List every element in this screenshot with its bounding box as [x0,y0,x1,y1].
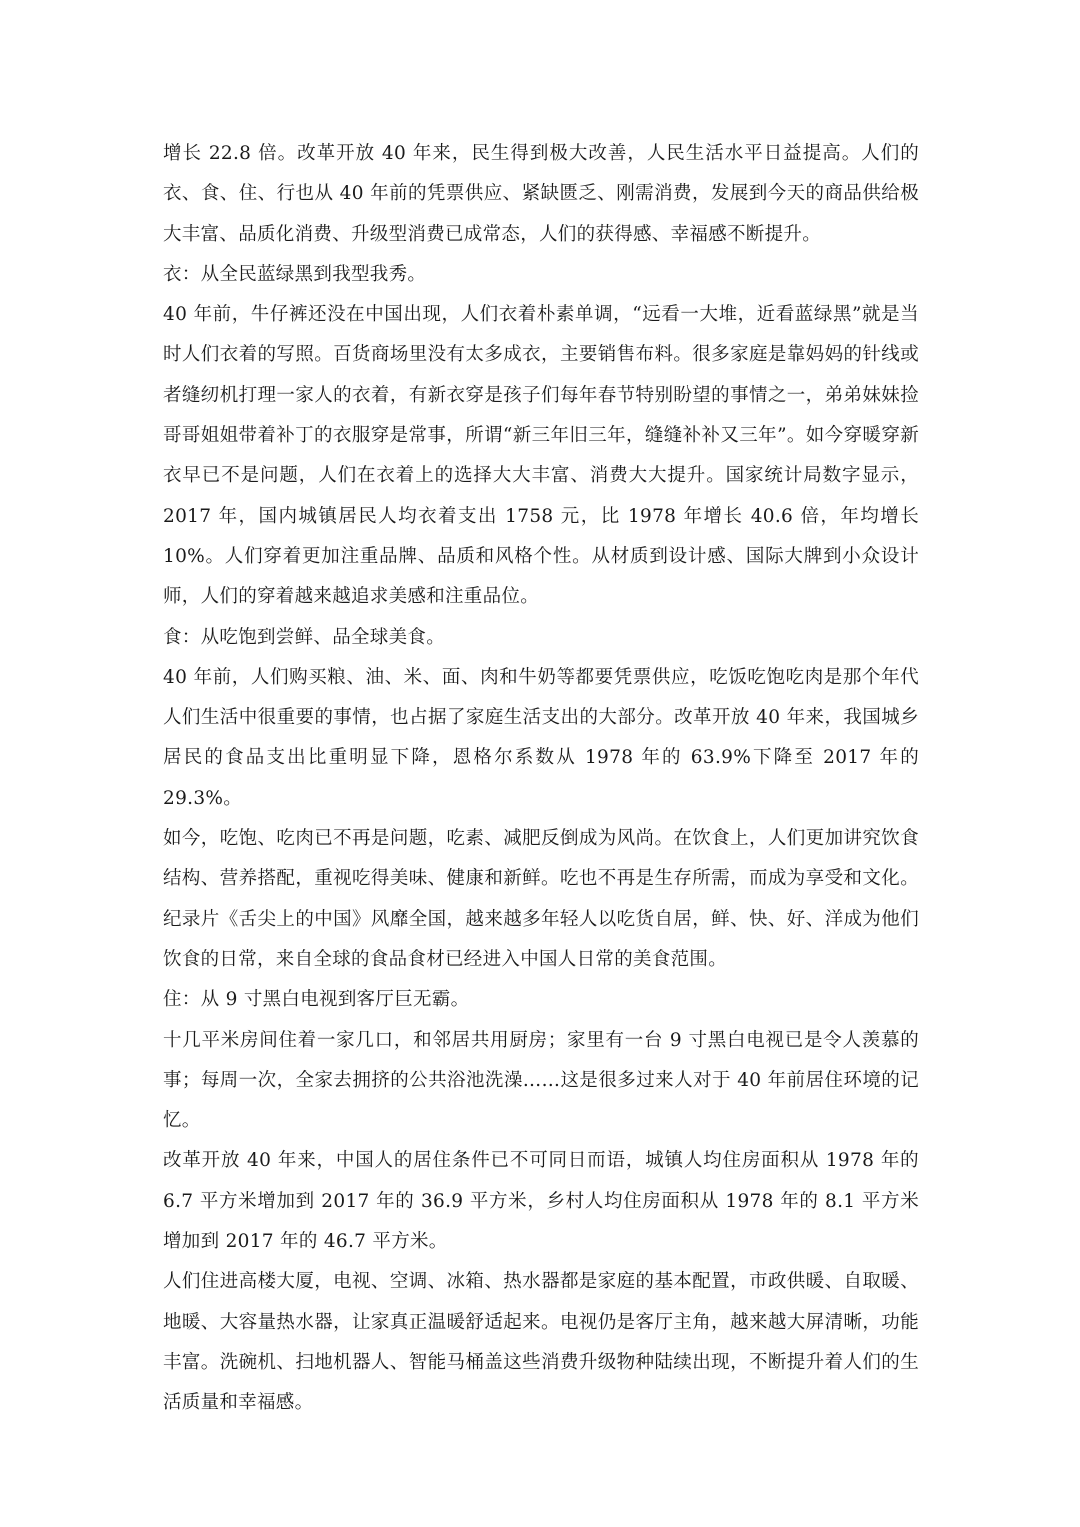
paragraph-housing-area: 改革开放 40 年来，中国人的居住条件已不可同日而语，城镇人均住房面积从 1978 年的 6.7 平方米增加到 2017 年的 36.9 平方米，乡村人均住房面积从 1978 年的 8.1 平方米增加到 2017 年的 46.7 平方米。 [163,1150,919,1253]
paragraph-clothing: 40 年前，牛仔裤还没在中国出现，人们衣着朴素单调，“远看一大堆，近看蓝绿黑”就是当时人们衣着的写照。百货商场里没有太多成衣，主要销售布料。很多家庭是靠妈妈的针线或者缝纫机打理一家人的衣着，有新衣穿是孩子们每年春节特别盼望的事情之一，弟弟妹妹捡哥哥姐姐带着补丁的衣服穿是常事，所谓“新三年旧三年，缝缝补补又三年”。如今穿暖穿新衣早已不是问题，人们在衣着上的选择大大丰富、消费大大提升。国家统计局数字显示，2017 年，国内城镇居民人均衣着支出 1758 元，比 1978 年增长 40.6 倍，年均增长 10%。人们穿着更加注重品牌、品质和风格个性。从材质到设计感、国际大牌到小众设计师，人们的穿着越来越追求美感和注重品位。 [163,304,919,608]
body-text [163,134,919,1424]
heading-housing: 住：从 9 寸黑白电视到客厅巨无霸。 [163,989,470,1011]
paragraph-housing-past: 十几平米房间住着一家几口，和邻居共用厨房；家里有一台 9 寸黑白电视已是令人羡慕的事；每周一次，全家去拥挤的公共浴池洗澡……这是很多过来人对于 40 年前居住环境的记忆。 [163,1029,919,1132]
paragraph-food-past: 40 年前，人们购买粮、油、米、面、肉和牛奶等都要凭票供应，吃饭吃饱吃肉是那个年代人们生活中很重要的事情，也占据了家庭生活支出的大部分。改革开放 40 年来，我国城乡居民的食品支出比重明显下降，恩格尔系数从 1978 年的 63.9%下降至 2017 年的 29.3%。 [163,666,919,809]
paragraph-food-now: 如今，吃饱、吃肉已不再是问题，吃素、减肥反倒成为风尚。在饮食上，人们更加讲究饮食结构、营养搭配，重视吃得美味、健康和新鲜。吃也不再是生存所需，而成为享受和文化。纪录片《舌尖上的中国》风靡全国，越来越多年轻人以吃货自居，鲜、快、好、洋成为他们饮食的日常，来自全球的食品食材已经进入中国人日常的美食范围。 [163,828,919,970]
heading-clothing: 衣：从全民蓝绿黑到我型我秀。 [163,263,427,285]
paragraph-intro: 增长 22.8 倍。改革开放 40 年来，民生得到极大改善，人民生活水平日益提高。人们的衣、食、住、行也从 40 年前的凭票供应、紧缺匮乏、刚需消费，发展到今天的商品供给极大丰富、品质化消费、升级型消费已成常态，人们的获得感、幸福感不断提升。 [163,143,919,245]
paragraph-housing-now: 人们住进高楼大厦，电视、空调、冰箱、热水器都是家庭的基本配置，市政供暖、自取暖、地暖、大容量热水器，让家真正温暖舒适起来。电视仍是客厅主角，越来越大屏清晰，功能丰富。洗碗机、扫地机器人、智能马桶盖这些消费升级物种陆续出现，不断提升着人们的生活质量和幸福感。 [163,1271,919,1414]
heading-food: 食：从吃饱到尝鲜、品全球美食。 [163,626,446,648]
